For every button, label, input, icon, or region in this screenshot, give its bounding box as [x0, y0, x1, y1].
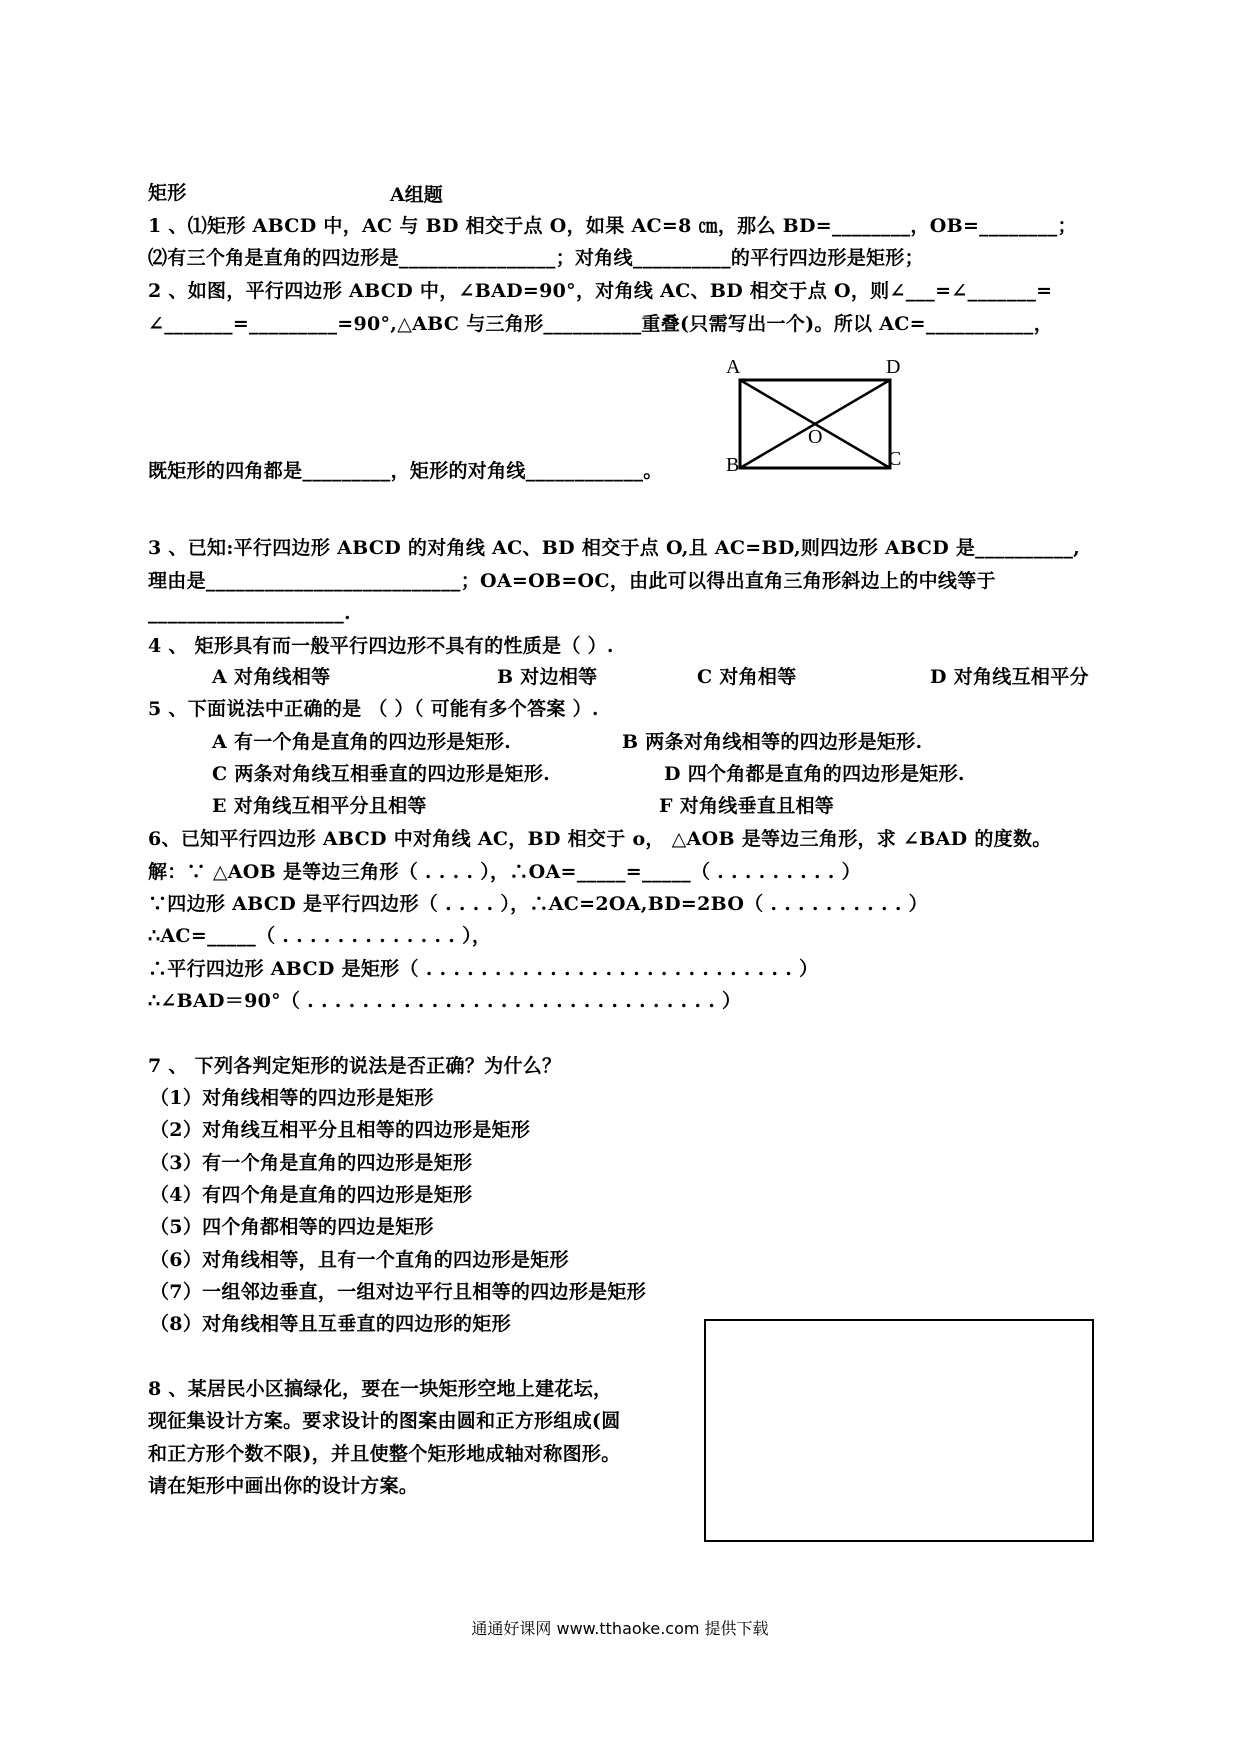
- q8-line-4: 请在矩形中画出你的设计方案。: [148, 1475, 419, 1497]
- design-answer-box[interactable]: [704, 1319, 1094, 1542]
- q5-option-f: F 对角线垂直且相等: [659, 795, 835, 817]
- vertex-label-b: B: [726, 454, 740, 476]
- q2-line-1: 2 、如图，平行四边形 ABCD 中，∠BAD=90°，对角线 AC、BD 相交于点 O，则∠___=∠_______=: [148, 280, 1053, 302]
- q6-stem: 6、已知平行四边形 ABCD 中对角线 AC，BD 相交于 o， △AOB 是等边三角形，求 ∠BAD 的度数。: [148, 828, 1052, 850]
- vertex-label-c: C: [888, 448, 902, 470]
- q7-item: （2）对角线互相平分且相等的四边形是矩形: [150, 1119, 531, 1141]
- q6-step-4: ∴平行四边形 ABCD 是矩形（ . . . . . . . . . . . . . . . . . . . . . . . . . . . ）: [148, 958, 819, 980]
- q3-line-3: ____________________.: [148, 602, 351, 624]
- q7-item: （8）对角线相等且互垂直的四边形的矩形: [150, 1313, 511, 1335]
- vertex-label-d: D: [886, 356, 901, 378]
- q1-line-2: ⑵有三个角是直角的四边形是________________；对角线__________的平行四边形是矩形；: [148, 247, 924, 269]
- q5-option-b: B 两条对角线相等的四边形是矩形.: [622, 731, 923, 753]
- q7-item: （7）一组邻边垂直，一组对边平行且相等的四边形是矩形: [150, 1281, 647, 1303]
- center-label-o: O: [808, 426, 823, 448]
- q5-stem: 5 、下面说法中正确的是 （ ）（ 可能有多个答案 ）.: [148, 698, 599, 720]
- vertex-label-a: A: [726, 356, 741, 378]
- q6-step-2: ∵四边形 ABCD 是平行四边形（ . . . . ），∴AC=2OA,BD=2BO（ . . . . . . . . . . ）: [148, 893, 928, 915]
- q2-line-3: 既矩形的四角都是_________，矩形的对角线____________。: [148, 460, 663, 482]
- q5-option-e: E 对角线互相平分且相等: [212, 795, 427, 817]
- q4-option-d: D 对角线互相平分: [930, 666, 1089, 688]
- q7-item: （6）对角线相等，且有一个直角的四边形是矩形: [150, 1249, 569, 1271]
- q8-line-1: 8 、某居民小区搞绿化，要在一块矩形空地上建花坛，: [148, 1378, 613, 1400]
- footer-credit: 通通好课网 www.tthaoke.com 提供下载: [471, 1619, 769, 1638]
- q2-line-2: ∠_______=_________=90°,△ABC 与三角形__________重叠(只需写出一个)。所以 AC=___________，: [148, 313, 1053, 335]
- q5-option-c: C 两条对角线互相垂直的四边形是矩形.: [212, 763, 551, 785]
- q7-item: （5）四个角都相等的四边是矩形: [150, 1216, 434, 1238]
- q6-step-3: ∴AC=_____（ . . . . . . . . . . . . . ），: [148, 925, 492, 947]
- q7-stem: 7 、 下列各判定矩形的说法是否正确？为什么？: [148, 1055, 562, 1077]
- q3-line-1: 3 、已知:平行四边形 ABCD 的对角线 AC、BD 相交于点 O,且 AC=BD,则四边形 ABCD 是__________,: [148, 537, 1081, 559]
- q6-step-5: ∴∠BAD＝90°（ . . . . . . . . . . . . . . . . . . . . . . . . . . . . . . ）: [148, 990, 742, 1012]
- q4-option-c: C 对角相等: [697, 666, 797, 688]
- group-label: A组题: [390, 184, 443, 206]
- q7-item: （3）有一个角是直角的四边形是矩形: [150, 1152, 473, 1174]
- rectangle-diagram: [730, 356, 910, 476]
- q5-option-d: D 四个角都是直角的四边形是矩形.: [664, 763, 965, 785]
- q1-line-1: 1 、⑴矩形 ABCD 中，AC 与 BD 相交于点 O，如果 AC=8 ㎝，那么 BD=________，OB=________；: [148, 215, 1077, 237]
- q4-option-a: A 对角线相等: [212, 666, 331, 688]
- section-title: 矩形: [148, 182, 187, 204]
- q8-line-2: 现征集设计方案。要求设计的图案由圆和正方形组成(圆: [148, 1410, 621, 1432]
- q4-stem: 4 、 矩形具有而一般平行四边形不具有的性质是（ ）.: [148, 635, 614, 657]
- q7-item: （4）有四个角是直角的四边形是矩形: [150, 1184, 473, 1206]
- q6-step-1: 解：∵ △AOB 是等边三角形（ . . . . ），∴OA=_____=_____（ . . . . . . . . . ）: [148, 861, 861, 883]
- q3-line-2: 理由是__________________________；OA=OB=OC，由此可以得出直角三角形斜边上的中线等于: [148, 570, 996, 592]
- q4-option-b: B 对边相等: [497, 666, 598, 688]
- q8-line-3: 和正方形个数不限)，并且使整个矩形地成轴对称图形。: [148, 1443, 621, 1465]
- q7-item: （1）对角线相等的四边形是矩形: [150, 1087, 434, 1109]
- q5-option-a: A 有一个角是直角的四边形是矩形.: [212, 731, 512, 753]
